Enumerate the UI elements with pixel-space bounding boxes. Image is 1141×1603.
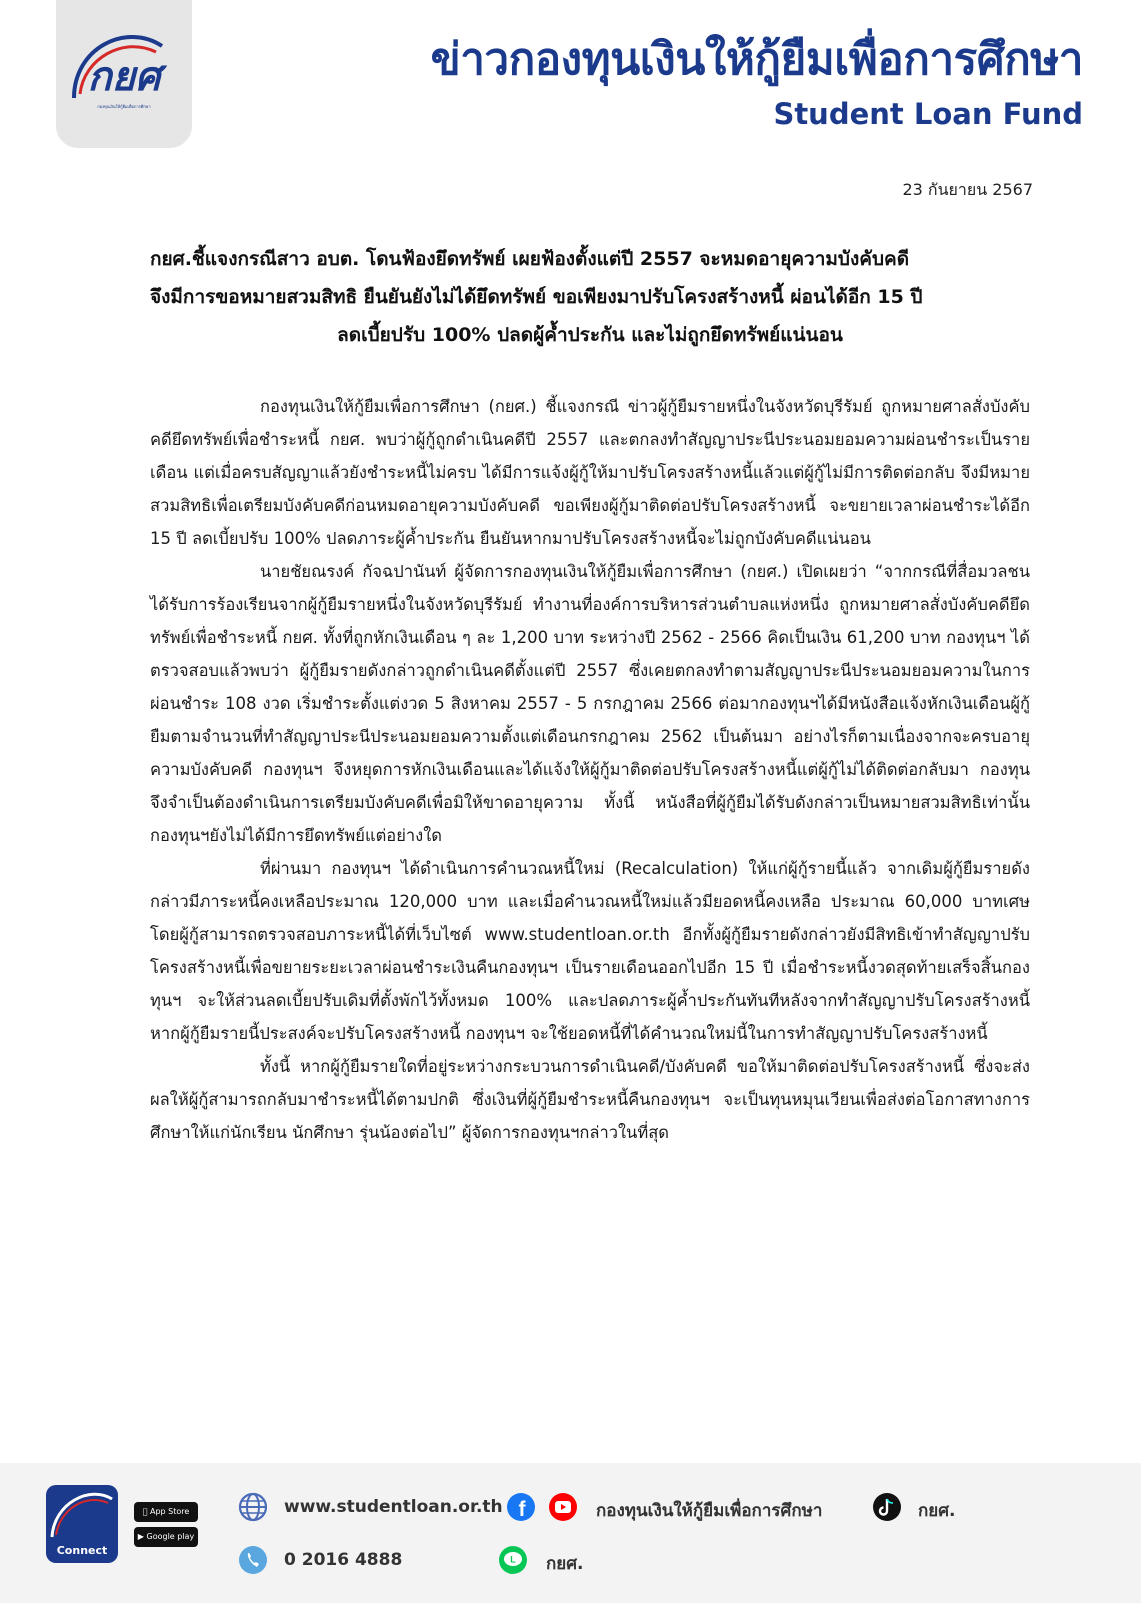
globe-icon (238, 1492, 268, 1522)
app-store-badge[interactable] (134, 1502, 198, 1522)
headline-line-2: จึงมีการขอหมายสวมสิทธิ ยืนยันยังไม่ได้ยึดทรัพย์ ขอเพียงมาปรับโครงสร้างหนี้ ผ่อนได้อีก 15 ปี (150, 286, 923, 308)
page-title-thai: ข่าวกองทุนเงินให้กู้ยืมเพื่อการศึกษา (430, 34, 1083, 85)
google-play-label: Google play (146, 1532, 195, 1541)
website-link[interactable]: www.studentloan.or.th (284, 1497, 503, 1517)
line-name[interactable]: กยศ. (546, 1554, 584, 1574)
svg-text:L: L (510, 1554, 516, 1565)
line-icon[interactable] (498, 1545, 528, 1575)
headline-line-3: ลดเบี้ยปรับ 100% ปลดผู้ค้ำประกัน และไม่ถูกยึดทรัพย์แน่นอน (337, 324, 843, 346)
paragraph-1: กองทุนเงินให้กู้ยืมเพื่อการศึกษา (กยศ.) ชี้แจงกรณี ข่าวผู้กู้ยืมรายหนึ่งในจังหวัดบุรีรัมย์ ถูกหมายศาลสั่งบังคับคดียึดทรัพย์เพื่อชำระหนี้ กยศ. พบว่าผู้กู้ถูกดำเนินคดีปี 2557 และตกลงทำสัญญาประนีประนอมยอมความผ่อนชำระเป็นรายเดือน แต่เมื่อครบสัญญาแล้วยังชำระหนี้ไม่ครบ ได้มีการแจ้งผู้กู้ให้มาปรับโครงสร้างหนี้แล้วแต่ผู้กู้ไม่มีการติดต่อกลับ จึงมีหมายสวมสิทธิเพื่อเตรียมบังคับคดีก่อนหมดอายุความบังคับคดี ขอเพียงผู้กู้มาติดต่อปรับโครงสร้างหนี้ จะขยายเวลาผ่อนชำระได้อีก 15 ปี ลดเบี้ยปรับ 100% ปลดภาระผู้ค้ำประกัน ยืนยันหากมาปรับโครงสร้างหนี้จะไม่ถูกบังคับคดีแน่นอน (150, 397, 1030, 548)
headline (150, 240, 1030, 354)
header-logo (56, 0, 192, 148)
phone-number[interactable]: 0 2016 4888 (284, 1550, 403, 1570)
svg-text:f: f (518, 1498, 526, 1521)
document-date: 23 กันยายน 2567 (902, 180, 1033, 199)
logo-mark-icon (66, 28, 182, 104)
paragraph-4: ทั้งนี้ หากผู้กู้ยืมรายใดที่อยู่ระหว่างกระบวนการดำเนินคดี/บังคับคดี ขอให้มาติดต่อปรับโครงสร้างหนี้ ซึ่งจะส่งผลให้ผู้กู้สามารถกลับมาชำระหนี้ได้ตามปกติ ซึ่งเงินที่ผู้กู้ยืมชำระหนี้คืนกองทุนฯ จะเป็นทุนหมุนเวียนเพื่อส่งต่อโอกาสทางการศึกษาให้แก่นักเรียน นักศึกษา รุ่นน้องต่อไป” ผู้จัดการกองทุนฯกล่าวในที่สุด (150, 1057, 1030, 1142)
phone-icon (238, 1545, 268, 1575)
app-store-label: App Store (146, 1507, 186, 1516)
facebook-youtube-name[interactable]: กองทุนเงินให้กู้ยืมเพื่อการศึกษา (596, 1501, 823, 1521)
paragraph-2: นายชัยณรงค์ กัจฉปานันท์ ผู้จัดการกองทุนเงินให้กู้ยืมเพื่อการศึกษา (กยศ.) เปิดเผยว่า “จากกรณีที่สื่อมวลชนได้รับการร้องเรียนจากผู้กู้ยืมรายหนึ่งในจังหวัดบุรีรัมย์ ทำงานที่องค์การบริหารส่วนตำบลแห่งหนึ่ง ถูกหมายศาลสั่งบังคับคดียึดทรัพย์เพื่อชำระหนี้ กยศ. ทั้งที่ถูกหักเงินเดือน ๆ ละ 1,200 บาท ระหว่างปี 2562 - 2566 คิดเป็นเงิน 61,200 บาท กองทุนฯ ได้ตรวจสอบแล้วพบว่า ผู้กู้ยืมรายดังกล่าวถูกดำเนินคดีตั้งแต่ปี 2557 ซึ่งเคยตกลงทำตามสัญญาประนีประนอมยอมความในการผ่อนชำระ 108 งวด เริ่มชำระตั้งแต่งวด 5 สิงหาคม 2557 - 5 กรกฎาคม 2566 ต่อมากองทุนฯได้มีหนังสือแจ้งหักเงินเดือนผู้กู้ยืมตามจำนวนที่ทำสัญญาประนีประนอมยอมความตั้งแต่เดือนกรกฎาคม 2562 เป็นต้นมา อย่างไรก็ตามเนื่องจากจะครบอายุความบังคับคดี กองทุนฯ จึงหยุดการหักเงินเดือนและได้แจ้งให้ผู้กู้มาติดต่อปรับโครงสร้างหนี้แต่ผู้กู้ไม่ได้ติดต่อกลับมา กองทุนจึงจำเป็นต้องดำเนินการเตรียมบังคับคดีเพื่อมิให้ขาดอายุความ ทั้งนี้ หนังสือที่ผู้กู้ยืมได้รับดังกล่าวเป็นหมายสวมสิทธิเท่านั้น กองทุนฯยังไม่ได้มีการยึดทรัพย์แต่อย่างใด (150, 562, 1030, 845)
tiktok-name[interactable]: กยศ. (918, 1501, 956, 1521)
headline-line-1: กยศ.ชี้แจงกรณีสาว อบต. โดนฟ้องยึดทรัพย์ เผยฟ้องตั้งแต่ปี 2557 จะหมดอายุความบังคับคดี (150, 248, 910, 270)
page-title-english: Student Loan Fund (773, 97, 1083, 131)
app-logo-icon (46, 1485, 118, 1545)
logo-caption: กองทุนเงินให้กู้ยืมเพื่อการศึกษา (97, 104, 151, 109)
google-play-badge[interactable]: ▶ Google play (134, 1527, 198, 1547)
youtube-icon[interactable] (548, 1492, 578, 1522)
facebook-icon[interactable] (506, 1492, 536, 1522)
app-name: Connect (56, 1544, 108, 1557)
paragraph-3: ที่ผ่านมา กองทุนฯ ได้ดำเนินการคำนวณหนี้ใหม่ (Recalculation) ให้แก่ผู้กู้รายนี้แล้ว จากเดิมผู้กู้ยืมรายดังกล่าวมีภาระหนี้คงเหลือประมาณ 120,000 บาท และเมื่อคำนวณหนี้ใหม่แล้วมียอดหนี้คงเหลือ ประมาณ 60,000 บาทเศษ โดยผู้กู้สามารถตรวจสอบภาระหนี้ได้ที่เว็บไซต์ www.studentloan.or.th อีกทั้งผู้กู้ยืมรายดังกล่าวยังมีสิทธิเข้าทำสัญญาปรับโครงสร้างหนี้เพื่อขยายระยะเวลาผ่อนชำระเงินคืนกองทุนฯ เป็นรายเดือนออกไปอีก 15 ปี เมื่อชำระหนี้งวดสุดท้ายเสร็จสิ้นกองทุนฯ จะให้ส่วนลดเบี้ยปรับเดิมที่ตั้งพักไว้ทั้งหมด 100% และปลดภาระผู้ค้ำประกันทันทีหลังจากทำสัญญาปรับโครงสร้างหนี้ หากผู้กู้ยืมรายนี้ประสงค์จะปรับโครงสร้างหนี้ กองทุนฯ จะใช้ยอดหนี้ที่ได้คำนวณใหม่นี้ในการทำสัญญาปรับโครงสร้างหนี้ (150, 859, 1030, 1043)
logo-text: กยศ (87, 55, 161, 99)
tiktok-icon[interactable] (872, 1492, 902, 1522)
article-body (150, 390, 1030, 1149)
